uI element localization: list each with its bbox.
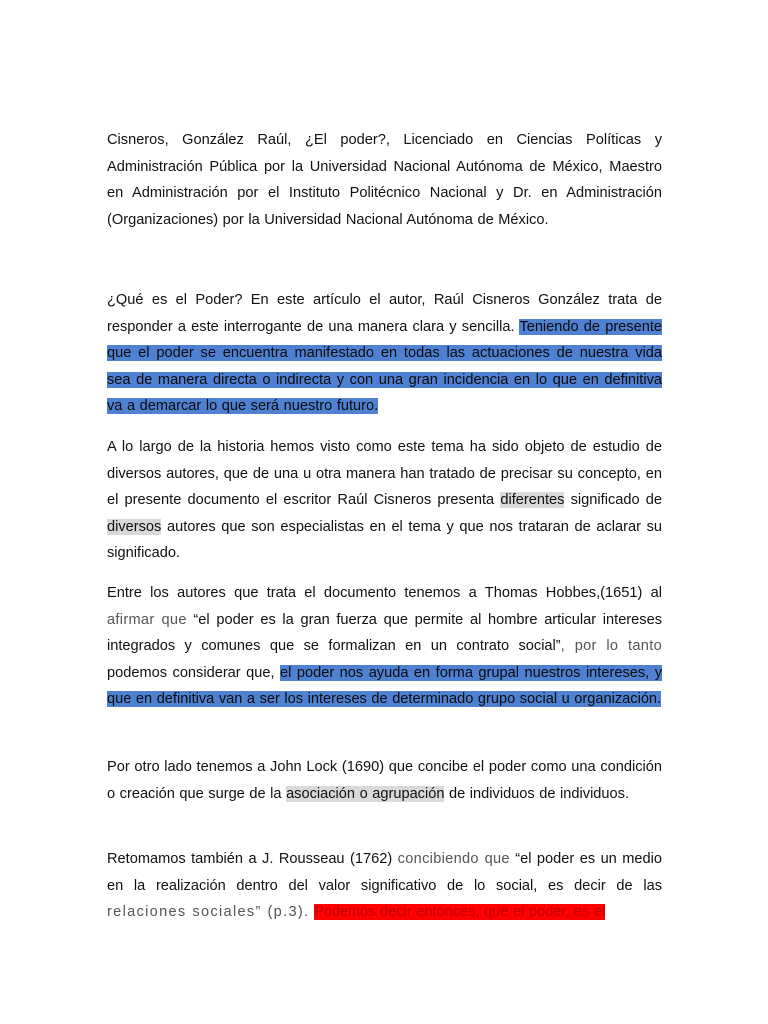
paragraph-hobbes xyxy=(107,580,662,713)
hobbes-highlight: el poder nos ayuda en forma grupal nuestros intereses, y que en definitiva van a ser los intereses de determinado grupo social u organización. xyxy=(107,664,662,708)
hobbes-gray-2: , por lo tanto xyxy=(560,638,662,655)
history-text-1: A lo largo de la historia hemos visto como este tema ha sido objeto de estudio de diversos autores, que de una u otra manera han tratado de precisar su concepto, en el presente documento el escritor Raúl Cisneros presenta xyxy=(107,439,662,509)
rousseau-text-2: “el poder es un medio en la realización dentro del valor significativo de lo social, es decir de las xyxy=(107,851,662,894)
lock-text-2: de individuos de individuos. xyxy=(444,785,630,802)
paragraph-rousseau xyxy=(107,846,662,926)
lock-highlight: asociación o agrupación xyxy=(286,785,445,802)
rousseau-gray-1: concibiendo que xyxy=(397,851,510,867)
lock-text-1: Por otro lado tenemos a John Lock (1690) que concibe el poder como una condición o creación que surge de la xyxy=(107,759,662,802)
intro-text: ¿Qué es el Poder? En este artículo el autor, Raúl Cisneros González trata de responder a este interrogante de una manera clara y sencilla. xyxy=(107,292,662,335)
rousseau-gray-2: relaciones sociales” (p.3). xyxy=(107,904,310,921)
intro-highlight: Teniendo de presente que el poder se encuentra manifestado en todas las actuaciones de nuestra vida sea de manera directa o indirecta y con una gran incidencia en lo que en definitiva va a demarcar lo que será nuestro futuro. xyxy=(107,318,662,415)
history-text-2: significado de xyxy=(564,492,662,509)
history-highlight-diferentes: diferentes xyxy=(500,492,565,509)
history-text-3: autores que son especialistas en el tema y que nos trataran de aclarar su significado. xyxy=(107,518,662,562)
hobbes-text-3: podemos considerar que, xyxy=(107,664,281,681)
rousseau-red-highlight: Podemos decir entonces, que el poder, es el xyxy=(313,904,606,921)
paragraph-history xyxy=(107,434,662,567)
history-highlight-diversos: diversos xyxy=(107,518,162,535)
hobbes-gray-1: afirmar que xyxy=(107,611,187,628)
citation-paragraph xyxy=(107,127,662,233)
paragraph-intro xyxy=(107,287,662,420)
rousseau-text-1: Retomamos también a J. Rousseau (1762) xyxy=(107,851,398,867)
paragraph-lock xyxy=(107,754,662,807)
hobbes-text-2: “el poder es la gran fuerza que permite al hombre articular intereses integrados y comunes que se formalizan en un contrato social” xyxy=(107,611,662,655)
hobbes-text-1: Entre los autores que trata el documento tenemos a Thomas Hobbes,(1651) al xyxy=(107,585,662,601)
citation-text: Cisneros, González Raúl, ¿El poder?, Licenciado en Ciencias Políticas y Administración Pública por la Universidad Nacional Autónoma de México, Maestro en Administración por el Instituto Politécnico Nacional y Dr. en Administración (Organizaciones) por la Universidad Nacional Autónoma de México. xyxy=(107,132,662,228)
